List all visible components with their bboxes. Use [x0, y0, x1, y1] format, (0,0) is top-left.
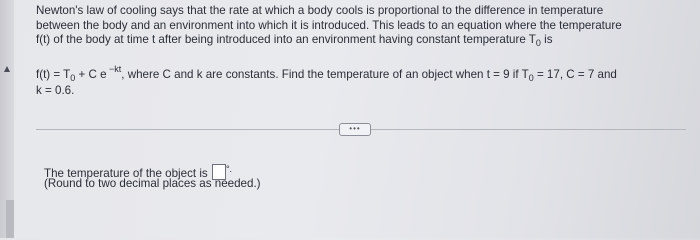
formula-exponent: −kt: [106, 64, 122, 74]
formula-part-2: + C e: [75, 68, 107, 81]
rounding-hint: (Round to two decimal places as needed.): [44, 177, 261, 190]
problem-statement: [36, 4, 686, 51]
answer-prompt: The temperature of the object is: [44, 167, 208, 180]
k-value: k = 0.6.: [36, 84, 75, 97]
formula-subscript-2: 0: [528, 73, 534, 83]
expand-more-button[interactable]: •••: [339, 123, 371, 136]
formula-subscript-1: 0: [70, 73, 76, 83]
problem-line-2: between the body and an environment into which it is introduced. This leads to an equation where the temperature: [36, 18, 622, 32]
problem-line-3-subscript: 0: [535, 38, 541, 49]
problem-line-3: [36, 33, 686, 51]
formula-part-4: = 17, C = 7 and: [533, 68, 617, 81]
formula-line: [36, 62, 617, 85]
formula-part-3: , where C and k are constants. Find the temperature of an object when t = 9 if T: [121, 68, 529, 81]
degree-unit: °.: [225, 164, 233, 174]
scroll-up-arrow-icon[interactable]: [4, 66, 10, 72]
problem-line-1: Newton's law of cooling says that the rate at which a body cools is proportional to the difference in temperature: [36, 4, 604, 17]
problem-line-3-end: is: [540, 33, 553, 47]
problem-line-3-text: f(t) of the body at time t after being introduced into an environment having constant temperature T: [36, 33, 536, 47]
left-scroll-strip: [6, 200, 14, 238]
formula-part-1: f(t) = T: [36, 68, 71, 81]
